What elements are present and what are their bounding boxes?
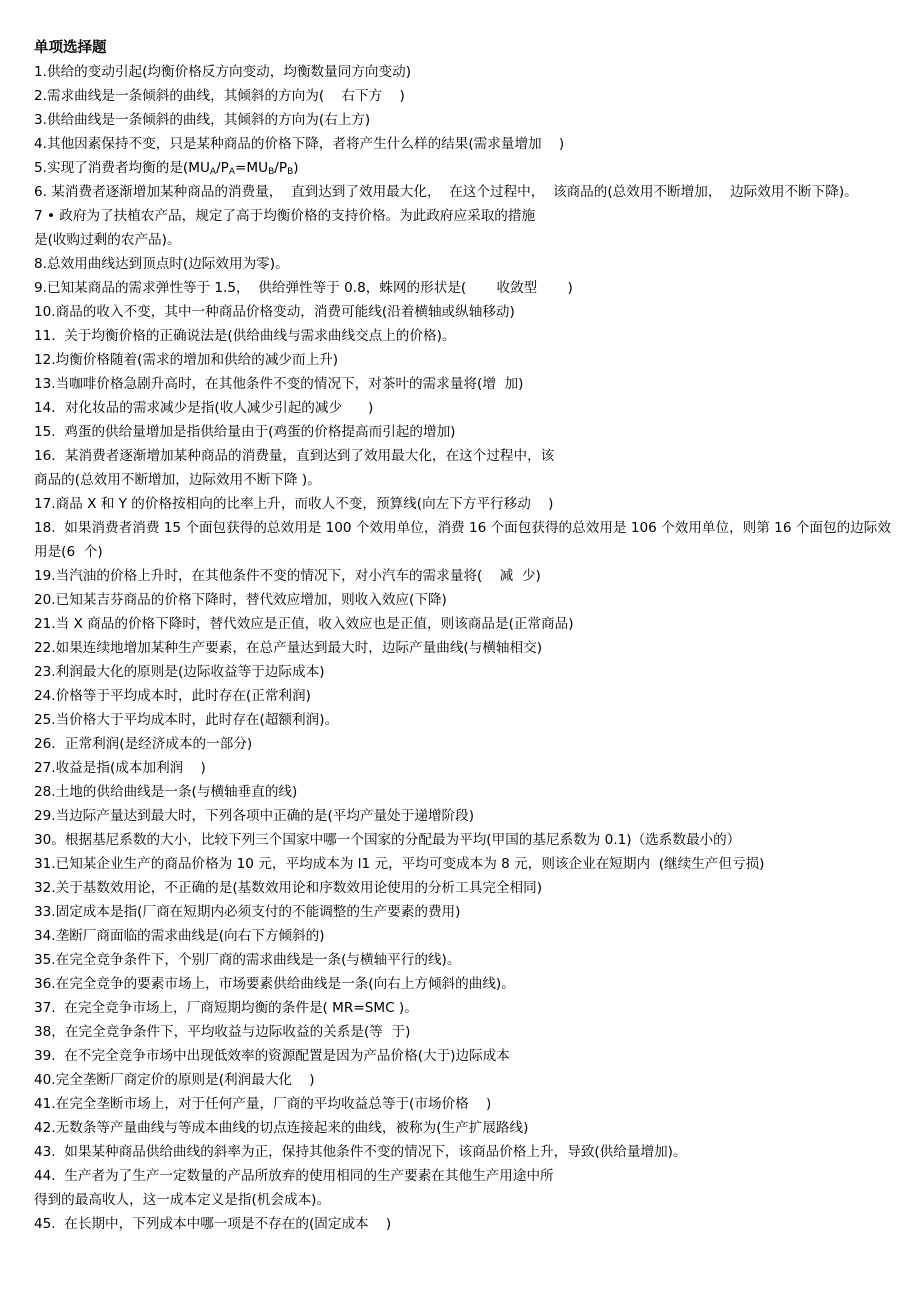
- question-10: 10.商品的收入不变，其中一种商品价格变动，消费可能线(沿着横轴或纵轴移动): [34, 304, 515, 320]
- question-28: 28.土地的供给曲线是一条(与横轴垂直的线): [34, 784, 298, 800]
- question-41: 41.在完全垄断市场上，对于任何产量，厂商的平均收益总等于(市场价格 ): [34, 1096, 492, 1112]
- document-page: [34, 36, 894, 1236]
- question-27: 27.收益是指(成本加利润 ): [34, 760, 206, 776]
- question-24: 24.价格等于平均成本时，此时存在(正常利润): [34, 688, 311, 704]
- question-34: 34.垄断厂商面临的需求曲线是(向右下方倾斜的): [34, 928, 325, 944]
- question-43: 43. 如果某种商品供给曲线的斜率为正，保持其他条件不变的情况下，该商品价格上升，导致(供给量增加)。: [34, 1144, 687, 1160]
- question-16a: 16．某消费者逐渐增加某种商品的消费量，直到达到了效用最大化，在这个过程中，该: [34, 448, 555, 464]
- question-25: 25.当价格大于平均成本时，此时存在(超额利润)。: [34, 712, 339, 728]
- question-6: 6. 某消费者逐渐增加某种商品的消费量， 直到达到了效用最大化， 在这个过程中， 该商品的(总效用不断增加， 边际效用不断下降)。: [34, 184, 858, 200]
- question-7b: 是(收购过剩的农产品)。: [34, 232, 181, 248]
- question-21: 21.当 X 商品的价格下降时，替代效应是正值，收入效应也是正值，则该商品是(正常商品): [34, 616, 574, 632]
- question-31: 31.已知某企业生产的商品价格为 10 元，平均成本为 l1 元，平均可变成本为 8 元，则该企业在短期内 (继续生产但亏损): [34, 856, 765, 872]
- question-5: 5.实现了消费者均衡的是$(MU_A/P_A=MU_B/P_B)$: [34, 160, 299, 177]
- question-36: 36.在完全竞争的要素市场上，市场要素供给曲线是一条(向右上方倾斜的曲线)。: [34, 976, 515, 992]
- question-22: 22.如果连续地增加某种生产要素，在总产量达到最大时，边际产量曲线(与横轴相交): [34, 640, 543, 656]
- question-45: 45. 在长期中，下列成本中哪一项是不存在的(固定成本 ): [34, 1216, 392, 1232]
- question-29: 29.当边际产量达到最大时，下列各项中正确的是(平均产量处于递增阶段): [34, 808, 475, 824]
- question-3: 3.供给曲线是一条倾斜的曲线，其倾斜的方向为(右上方): [34, 112, 371, 128]
- question-15: 15. 鸡蛋的供给量增加是指供给量由于(鸡蛋的价格提高而引起的增加): [34, 424, 456, 440]
- question-4: 4.其他因素保持不变，只是某种商品的价格下降，者将产生什么样的结果(需求量增加 ): [34, 136, 565, 152]
- section-heading: 单项选择题: [34, 40, 107, 56]
- question-14: 14．对化妆品的需求减少是指(收人减少引起的减少 ): [34, 400, 374, 416]
- question-13: 13.当咖啡价格急剧升高时，在其他条件不变的情况下，对茶叶的需求量将(增 加): [34, 376, 524, 392]
- question-17: 17.商品 X 和 Y 的价格按相向的比率上升，而收人不变，预算线(向左下方平行移动 ): [34, 496, 554, 512]
- question-32: 32.关于基数效用论，不正确的是(基数效用论和序数效用论使用的分析工具完全相同): [34, 880, 543, 896]
- question-39: 39. 在不完全竞争市场中出现低效率的资源配置是因为产品价格(大于)边际成本: [34, 1048, 510, 1064]
- question-30: 30。根据基尼系数的大小，比较下列三个国家中哪一个国家的分配最为平均(甲国的基尼系数为 0.1)（选系数最小的）: [34, 832, 741, 848]
- question-7a: 7 • 政府为了扶植农产品，规定了高于均衡价格的支持价格。为此政府应采取的措施: [34, 208, 536, 224]
- question-18: 18. 如果消费者消费 15 个面包获得的总效用是 100 个效用单位，消费 16 个面包获得的总效用是 106 个效用单位，则第 16 个面包的边际效用是(6 个): [34, 520, 891, 560]
- question-1: 1.供给的变动引起(均衡价格反方向变动，均衡数量同方向变动): [34, 64, 412, 80]
- question-8: 8.总效用曲线达到顶点时(边际效用为零)。: [34, 256, 289, 272]
- question-40: 40.完全垄断厂商定价的原则是(利润最大化 ): [34, 1072, 315, 1088]
- question-44a: 44. 生产者为了生产一定数量的产品所放弃的使用相同的生产要素在其他生产用途中所: [34, 1168, 554, 1184]
- question-16b: 商品的(总效用不断增加，边际效用不断下降 )。: [34, 472, 321, 488]
- question-35: 35.在完全竞争条件下，个别厂商的需求曲线是一条(与横轴平行的线)。: [34, 952, 461, 968]
- question-38: 38，在完全竞争条件下，平均收益与边际收益的关系是(等 于): [34, 1024, 411, 1040]
- question-42: 42.无数条等产量曲线与等成本曲线的切点连接起来的曲线，被称为(生产扩展路线): [34, 1120, 529, 1136]
- question-37: 37. 在完全竞争市场上，厂商短期均衡的条件是( MR=SMC )。: [34, 1000, 418, 1016]
- question-33: 33.固定成本是指(厂商在短期内必须支付的不能调整的生产要素的费用): [34, 904, 461, 920]
- question-11: 11. 关于均衡价格的正确说法是(供给曲线与需求曲线交点上的价格)。: [34, 328, 456, 344]
- question-44b: 得到的最高收人，这一成本定义是指(机会成本)。: [34, 1192, 331, 1208]
- question-2: 2.需求曲线是一条倾斜的曲线，其倾斜的方向为( 右下方 ): [34, 88, 405, 104]
- question-20: 20.已知某吉芬商品的价格下降时，替代效应增加，则收入效应(下降): [34, 592, 447, 608]
- question-12: 12.均衡价格随着(需求的增加和供给的减少而上升): [34, 352, 339, 368]
- question-19: 19.当汽油的价格上升时，在其他条件不变的情况下，对小汽车的需求量将( 减 少): [34, 568, 541, 584]
- question-26: 26．正常利润(是经济成本的一部分): [34, 736, 253, 752]
- question-9: 9.已知某商品的需求弹性等于 1.5， 供给弹性等于 0.8，蛛网的形状是( 收敛型 ): [34, 280, 573, 296]
- question-23: 23.利润最大化的原则是(边际收益等于边际成本): [34, 664, 325, 680]
